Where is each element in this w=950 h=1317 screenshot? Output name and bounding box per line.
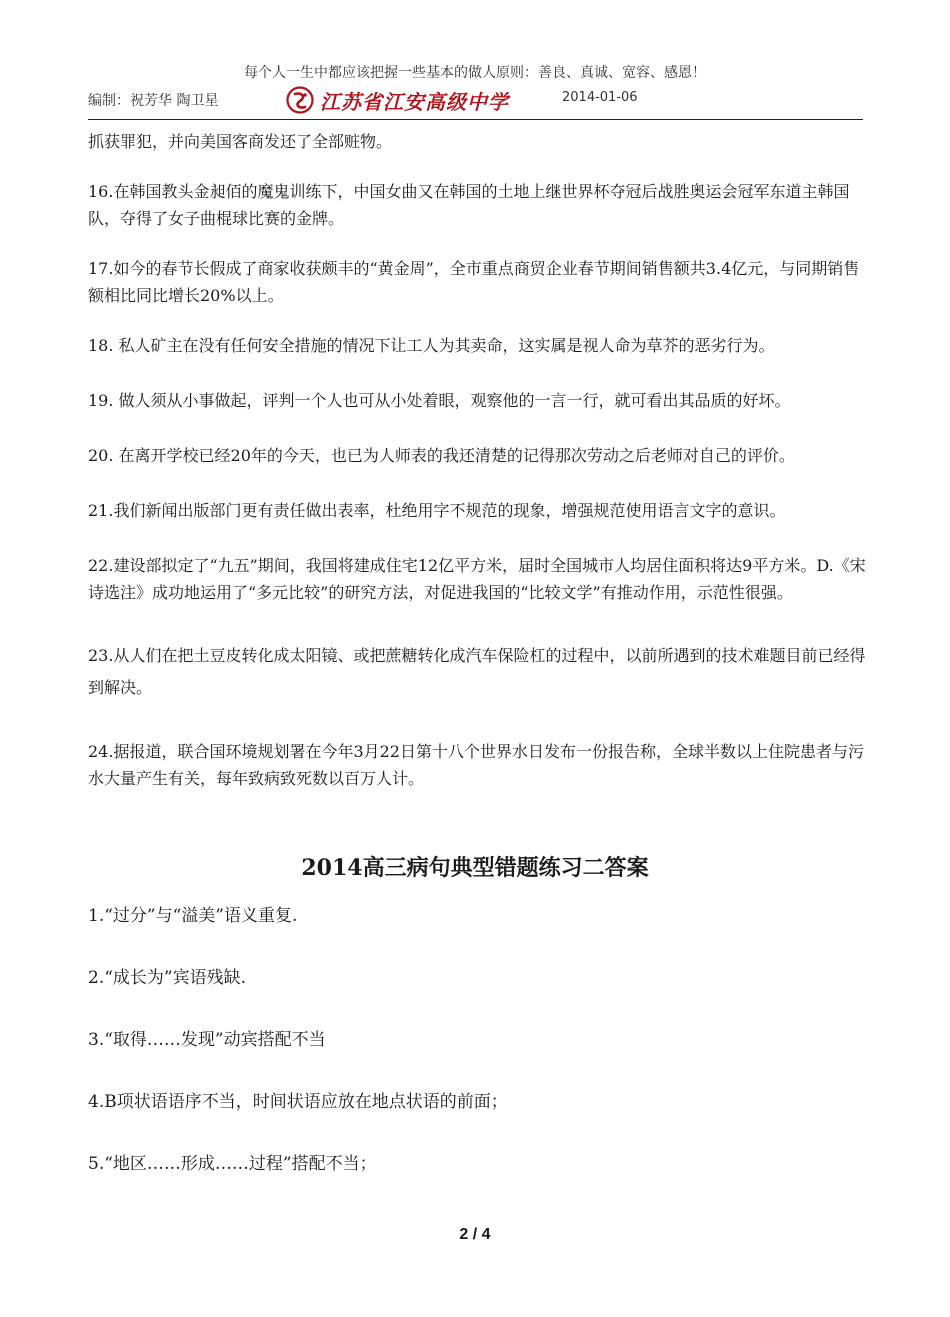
question-24: 24.据报道，联合国环境规划署在今年3月22日第十八个世界水日发布一份报告称，全球半数以上住院患者与污水大量产生有关，每年致病致死数以百万人计。 <box>88 742 864 788</box>
editors-label: 编制：祝芳华 陶卫星 <box>88 93 219 109</box>
paragraph-continuation: 抓获罪犯，并向美国客商发还了全部赃物。 <box>88 132 393 151</box>
exercise-content <box>88 128 870 792</box>
page-number: 2 / 4 <box>459 1226 491 1243</box>
question-16: 16.在韩国教头金昶佰的魔鬼训练下，中国女曲又在韩国的土地上继世界杯夺冠后战胜奥运会冠军东道主韩国队，夺得了女子曲棍球比赛的金牌。 <box>88 182 850 228</box>
header-date: 2014-01-06 <box>562 90 638 105</box>
answer-section-title: 2014高三病句典型错题练习二答案 <box>301 855 649 881</box>
header-divider <box>88 119 863 120</box>
school-logo-text: 江苏省江安高级中学 <box>320 89 509 114</box>
question-20: 20. 在离开学校已经20年的今天，也已为人师表的我还清楚的记得那次劳动之后老师对自己的评价。 <box>88 446 795 465</box>
school-emblem-icon <box>286 86 314 114</box>
question-22: 22.建设部拟定了“九五”期间，我国将建成住宅12亿平方米，届时全国城市人均居住面积将达9平方米。D.《宋诗选注》成功地运用了“多元比较”的研究方法，对促进我国的“比较文学”有推动作用，示范性很强。 <box>88 556 866 602</box>
question-17: 17.如今的春节长假成了商家收获颇丰的“黄金周”，全市重点商贸企业春节期间销售额共3.4亿元，与同期销售额相比同比增长20%以上。 <box>88 259 860 305</box>
answer-item: 3.“取得……发现”动宾搭配不当 <box>88 1030 326 1050</box>
question-19: 19. 做人须从小事做起，评判一个人也可从小处着眼，观察他的一言一行，就可看出其品质的好坏。 <box>88 391 791 410</box>
header-row <box>88 86 863 116</box>
answer-list <box>88 904 863 1176</box>
question-18: 18. 私人矿主在没有任何安全措施的情况下让工人为其卖命，这实属是视人命为草芥的恶劣行为。 <box>88 336 775 355</box>
header-motto: 每个人一生中都应该把握一些基本的做人原则：善良、真诚、宽容、感恩！ <box>244 65 706 81</box>
question-21: 21.我们新闻出版部门更有责任做出表率，杜绝用字不规范的现象，增强规范使用语言文字的意识。 <box>88 501 786 520</box>
answer-item: 5.“地区……形成……过程”搭配不当； <box>88 1154 377 1174</box>
answer-item: 2.“成长为”宾语残缺. <box>88 968 247 988</box>
answer-item: 1.“过分”与“溢美”语义重复. <box>88 906 298 926</box>
answer-item: 4.B项状语语序不当，时间状语应放在地点状语的前面； <box>88 1092 508 1112</box>
school-logo <box>286 86 509 114</box>
question-23: 23.从人们在把土豆皮转化成太阳镜、或把蔗糖转化成汽车保险杠的过程中，以前所遇到的技术难题目前已经得到解决。 <box>88 646 866 697</box>
